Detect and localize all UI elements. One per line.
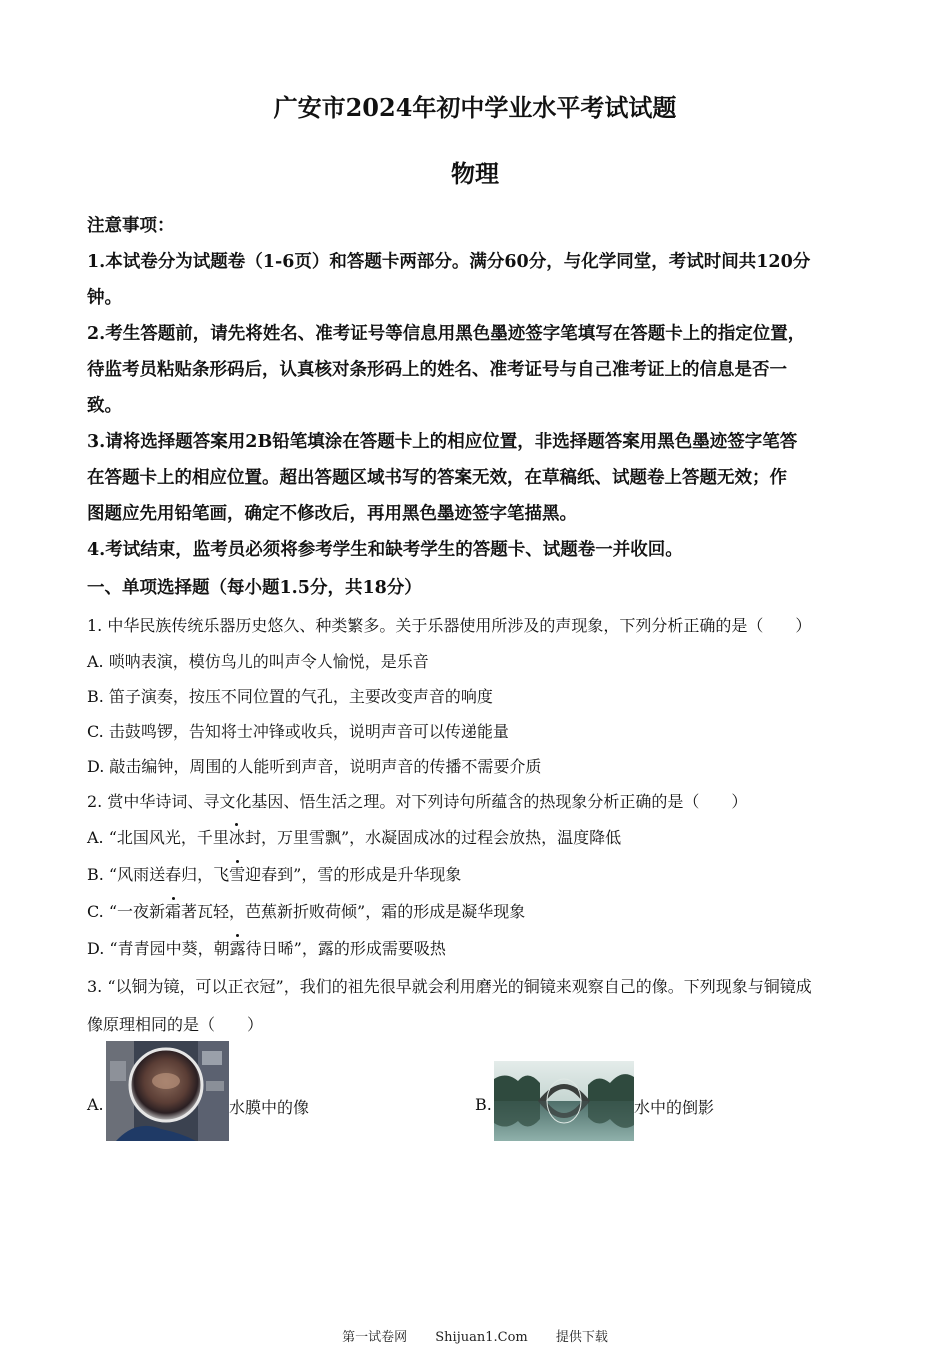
notes-line: 1.本试卷分为试题卷（1-6页）和答题卡两部分。满分60分，与化学同堂，考试时间共120分 [87, 252, 811, 272]
bridge-reflection-image [494, 1061, 634, 1141]
q2-option-a [87, 825, 621, 848]
q2-b-text: B. “风雨送春归，飞 [87, 865, 230, 884]
emphasis-char: 霜 [165, 899, 181, 922]
q2-option-b [87, 862, 461, 885]
q2-d-text: 待日晞”，露的形成需要吸热 [245, 939, 446, 958]
notes-line: 3.请将选择题答案用2B铅笔填涂在答题卡上的相应位置，非选择题答案用黑色墨迹签字笔答 [87, 432, 798, 452]
q2-b-text: 迎春到”，雪的形成是升华现象 [245, 865, 462, 884]
water-film-image [106, 1041, 229, 1141]
q3-stem: 3. “以铜为镜，可以正衣冠”，我们的祖先很早就会利用磨光的铜镜来观察自己的像。下列现象与铜镜成 [87, 977, 812, 996]
q1-option-b: B. 笛子演奏，按压不同位置的气孔，主要改变声音的响度 [87, 687, 493, 706]
q3-option-a-text: 水膜中的像 [229, 1098, 310, 1117]
q3-stem-cont: 像原理相同的是（ ） [87, 1015, 264, 1034]
q2-a-text: A. “北国风光，千里 [87, 828, 229, 847]
q2-d-text: D. “青青园中葵，朝 [87, 939, 230, 958]
notes-line: 2.考生答题前，请先将姓名、准考证号等信息用黑色墨迹签字笔填写在答题卡上的指定位置， [87, 324, 806, 344]
q1-option-c: C. 击鼓鸣锣，告知将士冲锋或收兵，说明声音可以传递能量 [87, 722, 509, 741]
q1-option-d: D. 敲击编钟，周围的人能听到声音，说明声音的传播不需要介质 [87, 757, 542, 776]
q1-stem: 1. 中华民族传统乐器历史悠久、种类繁多。关于乐器使用所涉及的声现象，下列分析正确的是（ ） [87, 616, 812, 635]
footer-note: 提供下载 [555, 1330, 608, 1345]
section-heading: 一、单项选择题（每小题1.5分，共18分） [87, 578, 422, 598]
notes-line: 钟。 [87, 288, 122, 308]
emphasis-char: 雪 [229, 862, 245, 885]
q2-c-text: C. “一夜新 [87, 902, 166, 921]
emphasis-char: 冰 [229, 825, 245, 848]
q1-option-a: A. 唢呐表演，模仿鸟儿的叫声令人愉悦，是乐音 [87, 652, 429, 671]
notes-heading: 注意事项： [87, 216, 175, 236]
exam-title: 广安市2024年初中学业水平考试试题 [273, 93, 677, 122]
notes-line: 待监考员粘贴条形码后，认真核对条形码上的姓名、准考证号与自己准考证上的信息是否一 [87, 360, 787, 380]
q2-stem: 2. 赏中华诗词、寻文化基因、悟生活之理。对下列诗句所蕴含的热现象分析正确的是（ ） [87, 792, 748, 811]
notes-section [87, 208, 867, 568]
subject-title: 物理 [451, 159, 499, 188]
q3-option-b-label: B. [475, 1095, 492, 1114]
q2-a-text: 封，万里雪飘”，水凝固成冰的过程会放热，温度降低 [244, 828, 622, 847]
q2-c-text: 著瓦轻，芭蕉新折败荷倾”，霜的形成是凝华现象 [181, 902, 526, 921]
q2-option-c [87, 899, 525, 922]
footer-domain[interactable]: Shijuan1.Com [435, 1330, 528, 1345]
q2-option-d [87, 936, 446, 959]
notes-line: 在答题卡上的相应位置。超出答题区域书写的答案无效，在草稿纸、试题卷上答题无效；作 [87, 468, 787, 488]
emphasis-char: 露 [230, 936, 246, 959]
q3-option-b-text: 水中的倒影 [634, 1098, 715, 1117]
q3-option-a-label: A. [87, 1095, 104, 1114]
notes-line: 致。 [87, 396, 122, 416]
footer-site: 第一试卷网 [342, 1330, 408, 1345]
notes-line: 图题应先用铅笔画，确定不修改后，再用黑色墨迹签字笔描黑。 [87, 504, 577, 524]
footer [0, 1326, 950, 1345]
notes-line: 4.考试结束，监考员必须将参考学生和缺考学生的答题卡、试题卷一并收回。 [87, 540, 683, 560]
